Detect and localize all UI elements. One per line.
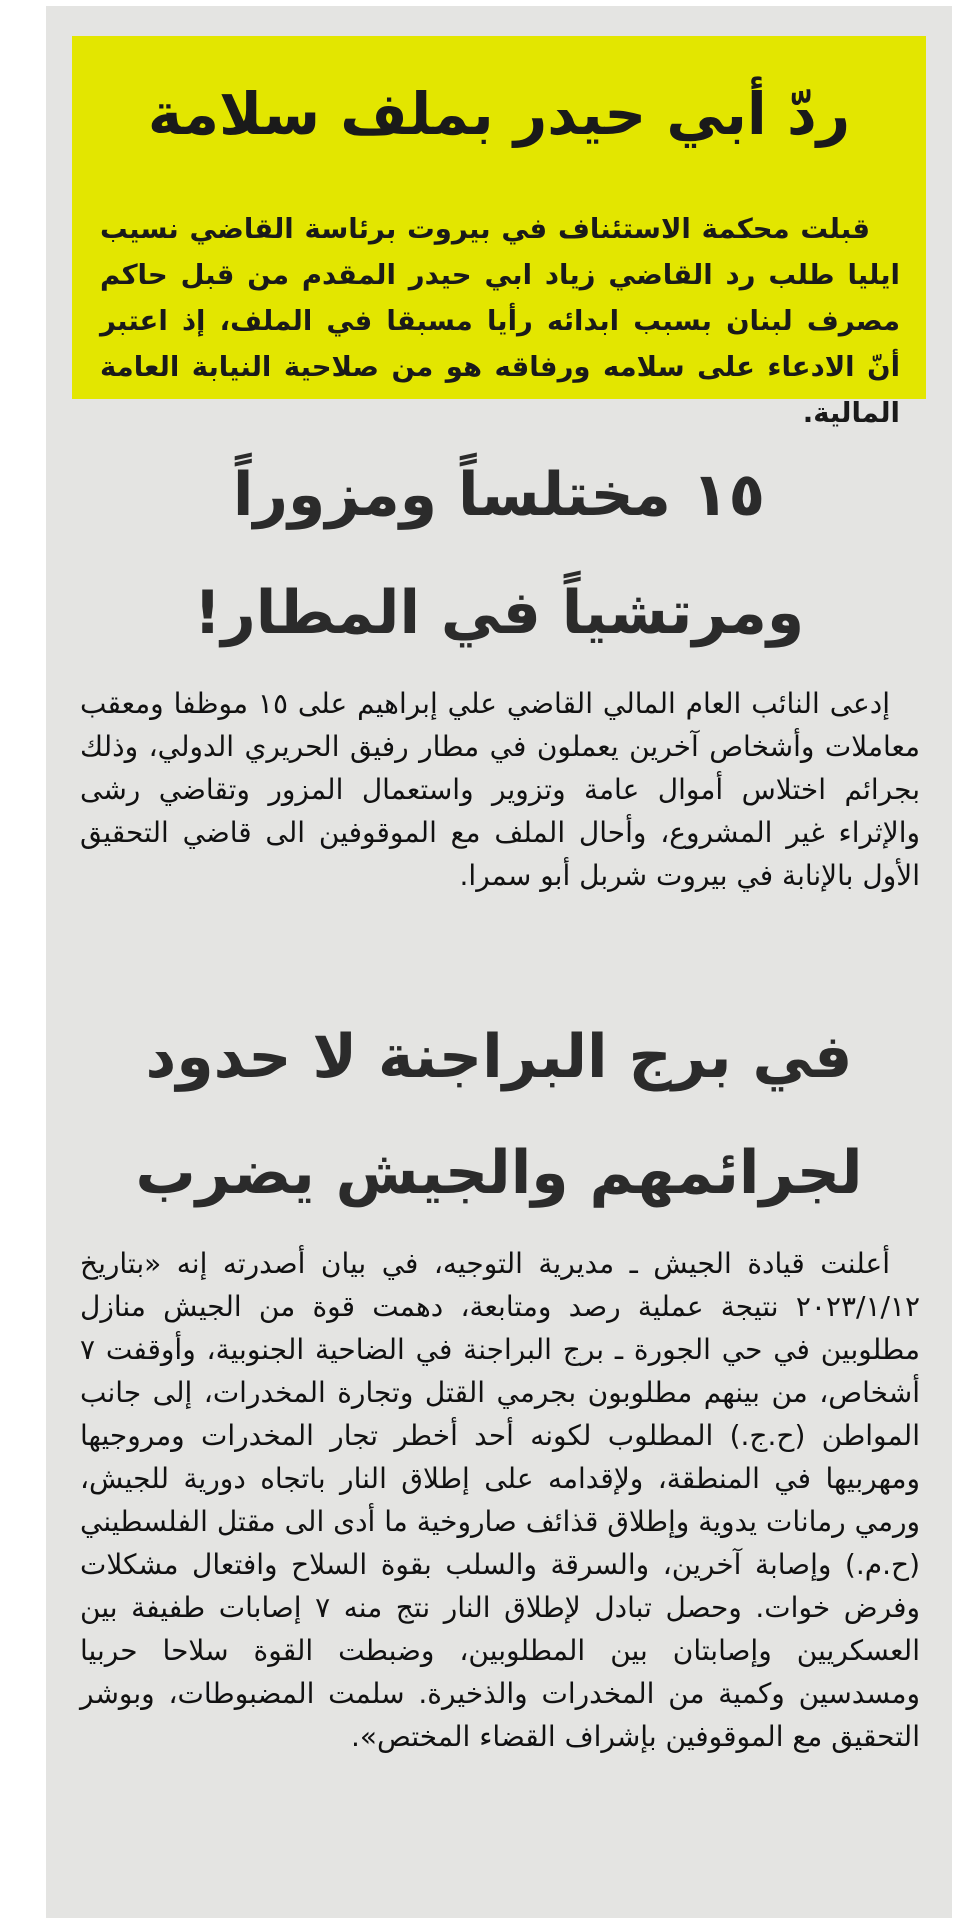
box-title: ردّ أبي حيدر بملف سلامة (147, 80, 851, 148)
article2-headline-line1: في برج البراجنة لا حدود (145, 1022, 853, 1092)
article1-body: إدعى النائب العام المالي القاضي علي إبراهيم على ١٥ موظفا ومعقب معاملات وأشخاص آخرين يعملون في مطار رفيق الحريري الدولي، وذلك بجرائم اختلاس أموال عامة وتزوير واستعمال المزور وتقاضي رشى والإثراء غير المشروع، وأحال الملف مع الموقوفين الى قاضي التحقيق الأول بالإنابة في بيروت شربل أبو سمرا. (80, 687, 920, 892)
article1-headline-line2: ومرتشياً في المطار! (193, 578, 805, 648)
news-column (46, 6, 952, 1918)
article1-headline-line1: ١٥ مختلساً ومزوراً (232, 460, 766, 530)
article2-body: أعلنت قيادة الجيش ـ مديرية التوجيه، في بيان أصدرته إنه «بتاريخ ٢٠٢٣/١/١٢ نتيجة عملية رصد ومتابعة، دهمت قوة من الجيش منازل مطلوبين في حي الجورة ـ برج البراجنة في الضاحية الجنوبية، وأوقفت ٧ أشخاص، من بينهم مطلوبون بجرمي القتل وتجارة المخدرات، إلى جانب المواطن (ح.ج.) المطلوب لكونه أحد أخطر تجار المخدرات ومروجيها ومهربيها في المنطقة، ولإقدامه على إطلاق النار باتجاه دورية للجيش، ورمي رمانات يدوية وإطلاق قذائف صاروخية ما أدى الى مقتل الفلسطيني (ح.م.) وإصابة آخرين، والسرقة والسلب بقوة السلاح وافتعال مشكلات وفرض خوات. وحصل تبادل لإطلاق النار نتج منه ٧ إصابات طفيفة بين العسكريين وإصابتان بين المطلوبين، وضبطت القوة سلاحا حربيا ومسدسين وكمية من المخدرات والذخيرة. سلمت المضبوطات، وبوشر التحقيق مع الموقوفين بإشراف القضاء المختص». (80, 1247, 920, 1753)
article2-headline-line2: لجرائمهم والجيش يضرب (135, 1138, 863, 1208)
highlight-box (72, 36, 926, 429)
box-body: قبلت محكمة الاستئناف في بيروت برئاسة القاضي نسيب ايليا طلب رد القاضي زياد ابي حيدر المقدم من قبل حاكم مصرف لبنان بسبب ابدائه رأيا مسبقا في الملف، إذ اعتبر أنّ الادعاء على سلامه ورفاقه هو من صلاحية النيابة العامة المالية. (100, 213, 900, 429)
